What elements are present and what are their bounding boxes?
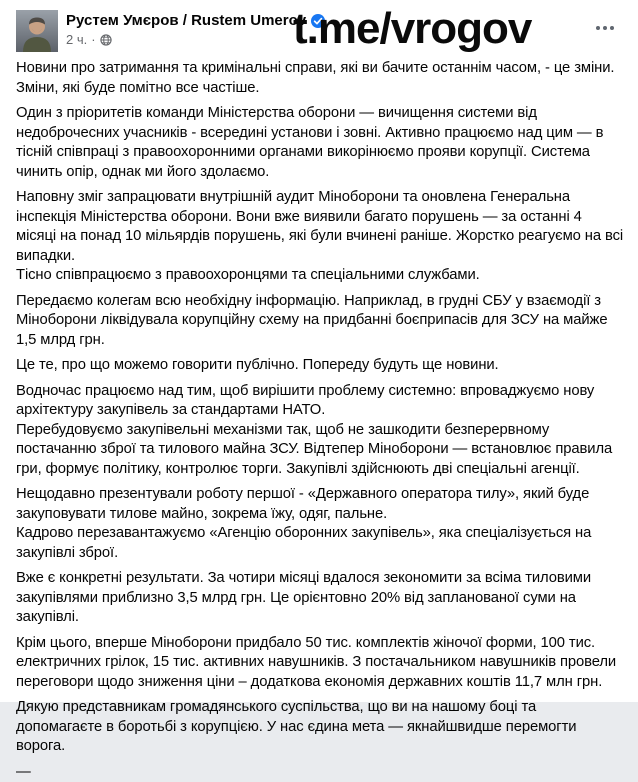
post-paragraph: Один з пріоритетів команди Міністерства оборони — вичищення системи від недоброчесних учасників - всередині установи і зовні. Активно працюємо над цим — в тісній співпраці з правоохоронними органами викорінюємо прояви корупції. Система чинить опір, однак ми його здолаємо.	[16, 104, 624, 182]
post-paragraph: Водночас працюємо над тим, щоб вирішити проблему системно: впроваджуємо нову архітектуру закупівель за стандартами НАТО. Перебудовуємо закупівельні механізми так, щоб не зашкодити безперервному постачанню зброї та тилового майна ЗСУ. Відтепер Міноборони — встановлює правила гри, формує політику, контролює торги. Закупівлі здійснюють дві спеціальні агенції.	[16, 382, 624, 480]
post-body	[0, 56, 638, 782]
post-paragraph: Це те, про що можемо говорити публічно. Попереду будуть ще новини.	[16, 356, 624, 376]
watermark-text: t.me/vrogov	[293, 3, 531, 55]
ellipsis-icon	[596, 26, 614, 30]
meta-separator: ·	[91, 32, 95, 47]
post-paragraph: Нещодавно презентували роботу першої - «Державного оператора тилу», який буде закуповувати тилове майно, зокрема їжу, одяг, пальне. Кадрово перезавантажуємо «Агенцію оборонних закупівель», яка спеціалізується на закупівлі зброї.	[16, 485, 624, 563]
trailing-dash: —	[16, 763, 624, 782]
post-paragraph: Крім цього, вперше Міноборони придбало 50 тис. комплектів жіночої форми, 100 тис. електричних грілок, 15 тис. активних навушників. З постачальником навушників провели переговори щодо зниження ціни – додаткова економія державних коштів 11,7 млн грн.	[16, 634, 624, 693]
post-paragraph: Передаємо колегам всю необхідну інформацію. Наприклад, в грудні СБУ у взаємодії з Міноборони ліквідувала корупційну схему на придбанні боєприпасів для ЗСУ на майже 1,5 млрд грн.	[16, 292, 624, 351]
post-paragraph: Вже є конкретні результати. За чотири місяці вдалося зекономити за всіма тиловими закупівлями приблизно 3,5 млрд грн. Це орієнтовно 20% від запланованої суми на закупівлі.	[16, 569, 624, 628]
post-paragraph: Дякую представникам громадянського суспільства, що ви на нашому боці та допомагаєте в боротьбі з корупцією. У нас єдина мета — якнайшвидше перемогти ворога.	[16, 698, 624, 757]
post-header-info	[66, 10, 622, 47]
post-meta-row	[66, 32, 622, 47]
more-options-button[interactable]	[592, 20, 618, 36]
post-paragraph: Наповну зміг запрацювати внутрішній аудит Міноборони та оновлена Генеральна інспекція Міністерства оборони. Вони вже виявили багато порушень — за останні 4 місяці на понад 10 мільярдів порушень, які були вчинені раніше. Жорстко реагуємо на всі випадки. Тісно співпрацюємо з правоохоронцями та спеціальними службами.	[16, 188, 624, 286]
verified-badge-icon	[311, 14, 325, 28]
profile-name-link[interactable]: Рустем Умєров / Rustem Umerov	[66, 12, 306, 29]
post-timestamp[interactable]: 2 ч.	[66, 32, 87, 47]
name-row	[66, 12, 622, 29]
post-paragraph: Новини про затримання та кримінальні справи, які ви бачите останнім часом, - це зміни. Зміни, які буде помітно все частіше.	[16, 59, 624, 98]
profile-avatar[interactable]	[16, 10, 58, 52]
post-header	[0, 0, 638, 56]
globe-privacy-icon	[100, 34, 112, 46]
person-photo-icon	[16, 10, 58, 52]
